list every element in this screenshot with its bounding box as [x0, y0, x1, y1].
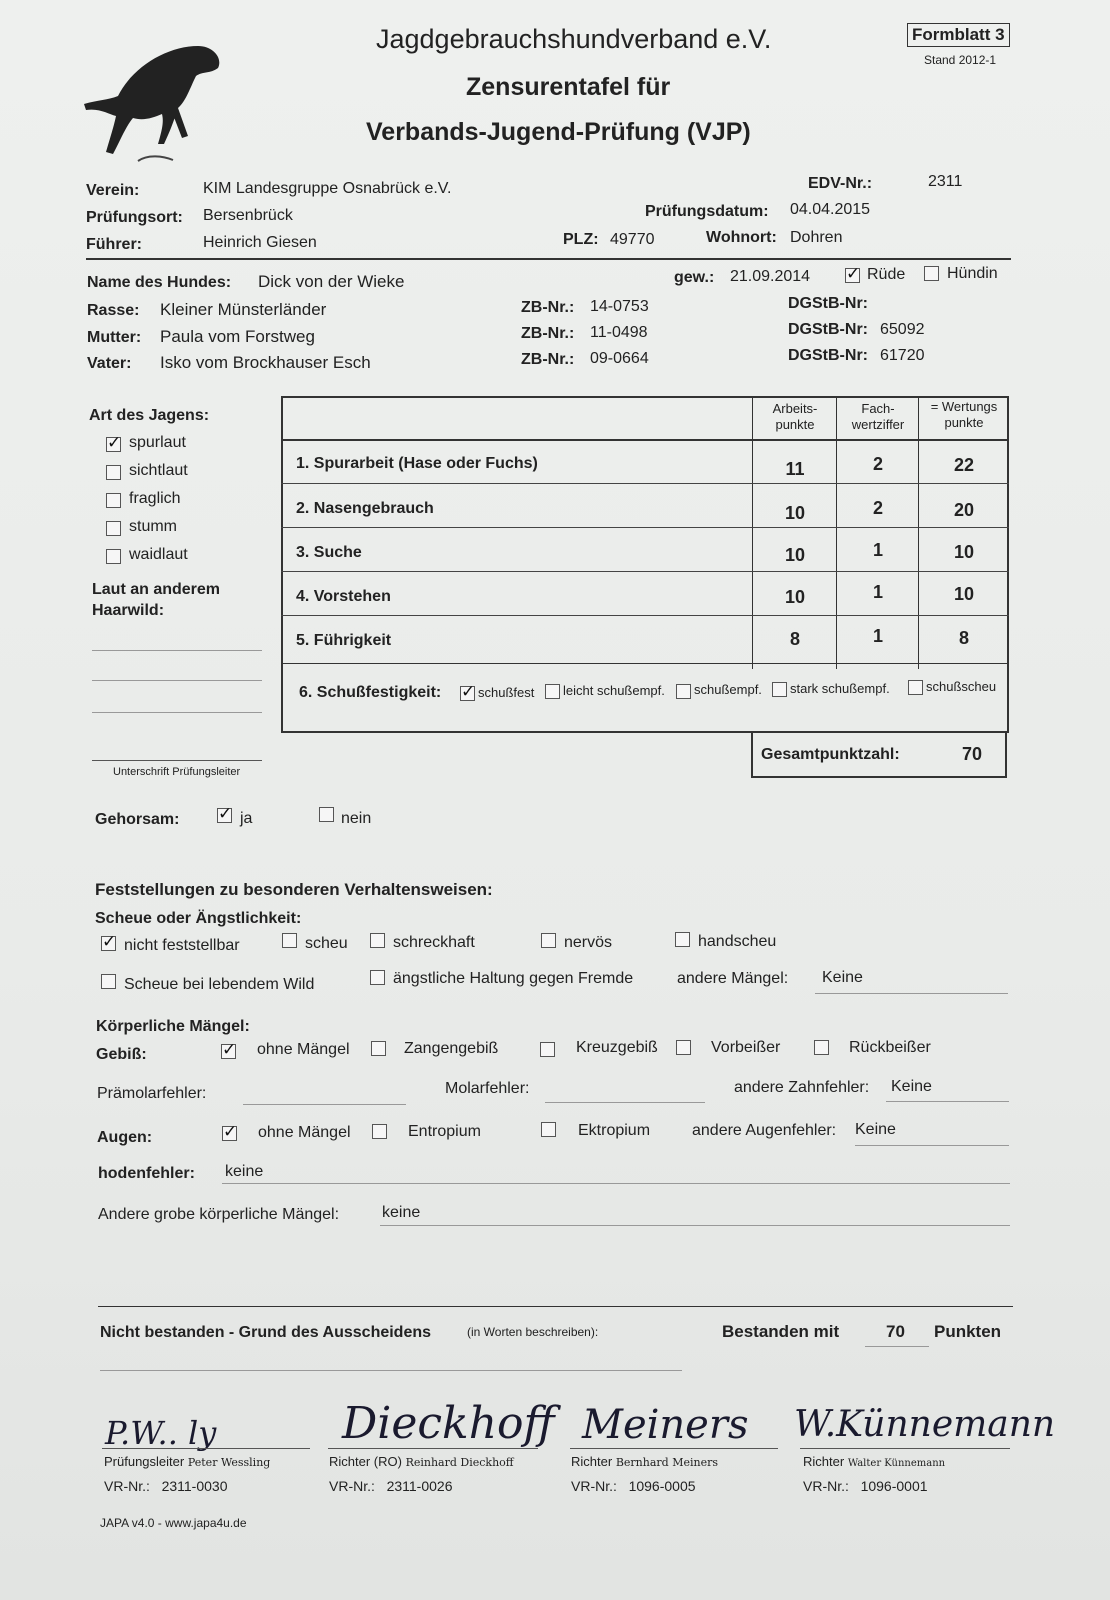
- score-fach: 2: [872, 454, 883, 474]
- edv-value: 2311: [928, 173, 963, 190]
- dog-name-value: Dick von der Wieke: [258, 272, 405, 291]
- molar-label: Molarfehler:: [445, 1080, 530, 1097]
- zahn-line: [886, 1101, 1009, 1102]
- ort-label: Prüfungsort:: [86, 209, 183, 226]
- hoden-value[interactable]: keine: [225, 1163, 264, 1180]
- schuss-checkbox[interactable]: [545, 684, 560, 699]
- jagen-checkbox[interactable]: [106, 465, 121, 480]
- ruede-label: Rüde: [867, 266, 906, 283]
- mutter-value: Paula vom Forstweg: [160, 327, 315, 346]
- total-value: 70: [962, 744, 983, 764]
- ruede-checkbox[interactable]: [845, 268, 860, 283]
- rasse-label: Rasse:: [87, 302, 140, 319]
- score-wertung: 20: [953, 500, 975, 520]
- schuss-option-label: leicht schußempf.: [563, 683, 665, 698]
- dog-name-label: Name des Hundes:: [87, 274, 232, 291]
- jagen-title: Art des Jagens:: [89, 407, 210, 424]
- laut-line[interactable]: [92, 680, 262, 681]
- andere-maengel-label: andere Mängel:: [677, 970, 789, 987]
- augenfehler-value[interactable]: Keine: [855, 1121, 896, 1138]
- col-divider: [918, 396, 919, 669]
- verein-value: KIM Landesgruppe Osnabrück e.V.: [203, 180, 452, 197]
- signer-role: Richter Bernhard Meiners: [571, 1454, 718, 1469]
- row-divider: [281, 663, 1009, 664]
- score-fach: 1: [872, 582, 883, 602]
- col-divider: [752, 396, 753, 669]
- scheue-checkbox[interactable]: [101, 974, 116, 989]
- footer-note: JAPA v4.0 - www.japa4u.de: [100, 1516, 247, 1530]
- zb-vater-label: ZB-Nr.:: [521, 351, 575, 368]
- divider: [98, 1306, 1013, 1307]
- ort-value: Bersenbrück: [203, 207, 293, 224]
- andere-maengel-value[interactable]: Keine: [822, 969, 863, 986]
- scheue-checkbox[interactable]: [541, 933, 556, 948]
- row-divider: [281, 483, 1009, 484]
- score-fach: 1: [872, 540, 883, 560]
- gebiss-checkbox[interactable]: [540, 1042, 555, 1057]
- vater-value: Isko vom Brockhauser Esch: [160, 353, 371, 372]
- jagen-option-label: stumm: [129, 518, 177, 535]
- wohnort-label: Wohnort:: [706, 229, 777, 246]
- andere-maengel-line: [815, 993, 1008, 994]
- scheue-option-label: Scheue bei lebendem Wild: [124, 976, 315, 993]
- fuehrer-value: Heinrich Giesen: [203, 234, 317, 251]
- schuss-label: 6. Schußfestigkeit:: [299, 684, 442, 701]
- hoden-line: [222, 1183, 1010, 1184]
- schuss-checkbox[interactable]: [772, 682, 787, 697]
- jagen-option-label: sichtlaut: [129, 462, 188, 479]
- schuss-option-label: schußempf.: [694, 682, 762, 697]
- score-wertung: 10: [953, 584, 975, 604]
- augen-option-label: Ektropium: [578, 1122, 651, 1139]
- score-wertung: 10: [953, 542, 975, 562]
- bestanden-points-line: [865, 1346, 929, 1347]
- row-divider: [281, 615, 1009, 616]
- augen-option-label: Entropium: [408, 1123, 481, 1140]
- schuss-checkbox[interactable]: [908, 680, 923, 695]
- jagen-option-label: spurlaut: [129, 434, 186, 451]
- scheue-option-label: scheu: [305, 935, 348, 952]
- scheue-option-label: schreckhaft: [393, 934, 475, 951]
- gehorsam-nein-checkbox[interactable]: [319, 807, 334, 822]
- jagen-checkbox[interactable]: [106, 493, 121, 508]
- gehorsam-nein-label: nein: [341, 810, 372, 827]
- score-row-label: 3. Suche: [296, 544, 362, 561]
- zb-label: ZB-Nr.:: [521, 299, 575, 316]
- augenfehler-label: andere Augenfehler:: [692, 1122, 837, 1139]
- score-row-label: 2. Nasengebrauch: [296, 500, 434, 517]
- gebiss-option-label: Vorbeißer: [711, 1039, 781, 1056]
- zb-mutter-value: 11-0498: [590, 324, 648, 341]
- scheue-checkbox[interactable]: [370, 970, 385, 985]
- grobe-value[interactable]: keine: [382, 1204, 421, 1221]
- page-title-line1: Zensurentafel für: [466, 73, 671, 101]
- signature-line: [328, 1448, 538, 1449]
- plz-label: PLZ:: [563, 231, 599, 248]
- scheue-checkbox[interactable]: [282, 933, 297, 948]
- wohnort-value: Dohren: [790, 229, 843, 246]
- augen-option-label: ohne Mängel: [258, 1124, 351, 1141]
- signature-line: [570, 1448, 778, 1449]
- gebiss-checkbox[interactable]: [814, 1040, 829, 1055]
- jagen-checkbox[interactable]: [106, 549, 121, 564]
- gebiss-label: Gebiß:: [96, 1046, 147, 1063]
- form-version: Stand 2012-1: [924, 53, 997, 67]
- datum-label: Prüfungsdatum:: [645, 203, 769, 220]
- score-arbeits: 10: [784, 545, 806, 565]
- gebiss-option-label: Kreuzgebiß: [576, 1039, 658, 1056]
- huendin-checkbox[interactable]: [924, 266, 939, 281]
- signer-role: Prüfungsleiter Peter Wessling: [104, 1454, 271, 1469]
- gebiss-option-label: ohne Mängel: [257, 1041, 350, 1058]
- schuss-option-label: schußscheu: [926, 679, 997, 694]
- signature-scribble: Dieckhoff: [342, 1398, 555, 1449]
- mutter-label: Mutter:: [87, 329, 142, 346]
- gehorsam-label: Gehorsam:: [95, 811, 180, 828]
- augen-checkbox[interactable]: [541, 1122, 556, 1137]
- koerper-title: Körperliche Mängel:: [96, 1018, 250, 1035]
- signer-role: Richter Walter Künnemann: [803, 1454, 946, 1469]
- hoden-label: hodenfehler:: [98, 1165, 195, 1182]
- gebiss-checkbox[interactable]: [676, 1040, 691, 1055]
- gehorsam-ja-checkbox[interactable]: [217, 808, 232, 823]
- signer-vr: VR-Nr.: 1096-0005: [571, 1478, 696, 1494]
- laut-label: Laut an anderem Haarwild:: [92, 581, 221, 619]
- row-divider: [281, 571, 1009, 572]
- schuss-option-label: schußfest: [478, 685, 535, 700]
- gew-label: gew.:: [674, 269, 715, 286]
- jagen-checkbox[interactable]: [106, 521, 121, 536]
- signature-scribble: P.W.. ly: [105, 1414, 217, 1452]
- col-arbeits-header: Arbeits- punkte: [772, 401, 818, 432]
- signature-line: [102, 1448, 310, 1449]
- jagen-option-label: waidlaut: [129, 546, 188, 563]
- gebiss-option-label: Zangengebiß: [404, 1040, 499, 1057]
- gehorsam-ja-label: ja: [240, 810, 253, 827]
- datum-value: 04.04.2015: [790, 201, 871, 218]
- dog-logo-icon: [78, 26, 228, 176]
- score-arbeits: 8: [789, 629, 800, 649]
- dgstb-mutter-label: DGStB-Nr:: [788, 321, 868, 338]
- score-row-label: 1. Spurarbeit (Hase oder Fuchs): [296, 455, 538, 472]
- gebiss-option-label: Rückbeißer: [849, 1039, 931, 1056]
- dgstb-vater-value: 61720: [880, 347, 925, 364]
- score-arbeits: 10: [784, 587, 806, 607]
- score-arbeits: 10: [784, 503, 806, 523]
- rasse-value: Kleiner Münsterländer: [160, 300, 327, 319]
- jagen-checkbox[interactable]: [106, 437, 121, 452]
- schuss-option-label: stark schußempf.: [790, 681, 890, 696]
- scheue-option-label: nervös: [564, 934, 613, 951]
- vater-label: Vater:: [87, 355, 132, 372]
- laut-line[interactable]: [92, 650, 262, 651]
- fuehrer-label: Führer:: [86, 236, 142, 253]
- dgstb-label: DGStB-Nr:: [788, 295, 868, 312]
- verhalten-title: Feststellungen zu besonderen Verhaltensweisen:: [95, 880, 493, 899]
- bestanden-label: Bestanden mit: [722, 1322, 840, 1341]
- zb-vater-value: 09-0664: [590, 350, 649, 367]
- page-title-line2: Verbands-Jugend-Prüfung (VJP): [366, 118, 751, 146]
- scheue-checkbox[interactable]: [370, 933, 385, 948]
- scheue-checkbox[interactable]: [101, 936, 116, 951]
- scheue-checkbox[interactable]: [675, 932, 690, 947]
- form-label: Formblatt 3: [907, 23, 1010, 47]
- col-fach-header: Fach- wertziffer: [851, 401, 905, 432]
- signature-label: Unterschrift Prüfungsleiter: [113, 766, 241, 778]
- association-name: Jagdgebrauchshundverband e.V.: [376, 24, 772, 54]
- praemolar-line: [243, 1104, 406, 1105]
- scheue-option-label: nicht feststellbar: [124, 937, 240, 954]
- scheue-title: Scheue oder Ängstlichkeit:: [95, 910, 302, 927]
- zb-mutter-label: ZB-Nr.:: [521, 325, 575, 342]
- augenfehler-line: [855, 1145, 1009, 1146]
- row-divider: [281, 439, 1009, 441]
- scheue-option-label: ängstliche Haltung gegen Fremde: [393, 970, 634, 987]
- signer-vr: VR-Nr.: 2311-0030: [104, 1478, 228, 1494]
- praemolar-label: Prämolarfehler:: [97, 1085, 207, 1102]
- laut-line[interactable]: [92, 712, 262, 713]
- augen-checkbox[interactable]: [372, 1124, 387, 1139]
- row-divider: [281, 527, 1009, 528]
- col-divider: [836, 396, 837, 669]
- nicht-bestanden-label: Nicht bestanden - Grund des Ausscheidens: [100, 1324, 432, 1341]
- score-arbeits: 11: [785, 459, 805, 479]
- signature-scribble: Meiners: [582, 1402, 749, 1448]
- col-wertung-header: = Wertungs punkte: [930, 399, 998, 430]
- scheue-option-label: handscheu: [698, 933, 777, 950]
- score-fach: 1: [872, 626, 883, 646]
- schuss-checkbox[interactable]: [676, 684, 691, 699]
- signer-role: Richter (RO) Reinhard Dieckhoff: [329, 1454, 514, 1469]
- gew-value: 21.09.2014: [730, 268, 811, 285]
- signature-line[interactable]: [92, 760, 262, 761]
- dgstb-mutter-value: 65092: [880, 321, 925, 338]
- grobe-line: [380, 1225, 1010, 1226]
- plz-value: 49770: [610, 231, 655, 248]
- score-wertung: 22: [953, 455, 975, 475]
- molar-line: [545, 1102, 705, 1103]
- score-wertung: 8: [958, 628, 969, 648]
- edv-label: EDV-Nr.:: [808, 175, 873, 192]
- augen-label: Augen:: [97, 1129, 153, 1146]
- score-fach: 2: [872, 498, 883, 518]
- zahn-label: andere Zahnfehler:: [734, 1079, 870, 1096]
- grobe-label: Andere grobe körperliche Mängel:: [98, 1206, 340, 1223]
- verein-label: Verein:: [86, 182, 140, 199]
- signer-vr: VR-Nr.: 1096-0001: [803, 1478, 928, 1494]
- gebiss-checkbox[interactable]: [371, 1041, 386, 1056]
- nicht-bestanden-hint: (in Worten beschreiben):: [467, 1325, 599, 1339]
- signer-vr: VR-Nr.: 2311-0026: [329, 1478, 453, 1494]
- divider: [86, 258, 1011, 260]
- zb-dog-value: 14-0753: [590, 298, 649, 315]
- score-row-label: 5. Führigkeit: [296, 632, 392, 649]
- gebiss-checkbox[interactable]: [221, 1044, 236, 1059]
- huendin-label: Hündin: [947, 265, 998, 282]
- nicht-bestanden-line[interactable]: [100, 1370, 682, 1371]
- signature-scribble: W.Künnemann: [794, 1404, 1056, 1445]
- score-row-label: 4. Vorstehen: [296, 588, 391, 605]
- bestanden-points[interactable]: 70: [886, 1322, 905, 1341]
- punkten-label: Punkten: [934, 1322, 1002, 1341]
- total-label: Gesamtpunktzahl:: [761, 746, 900, 763]
- zahn-value[interactable]: Keine: [891, 1078, 932, 1095]
- augen-checkbox[interactable]: [222, 1126, 237, 1141]
- jagen-option-label: fraglich: [129, 490, 181, 507]
- dgstb-vater-label: DGStB-Nr:: [788, 347, 868, 364]
- schuss-checkbox[interactable]: [460, 686, 475, 701]
- signature-line: [800, 1448, 1010, 1449]
